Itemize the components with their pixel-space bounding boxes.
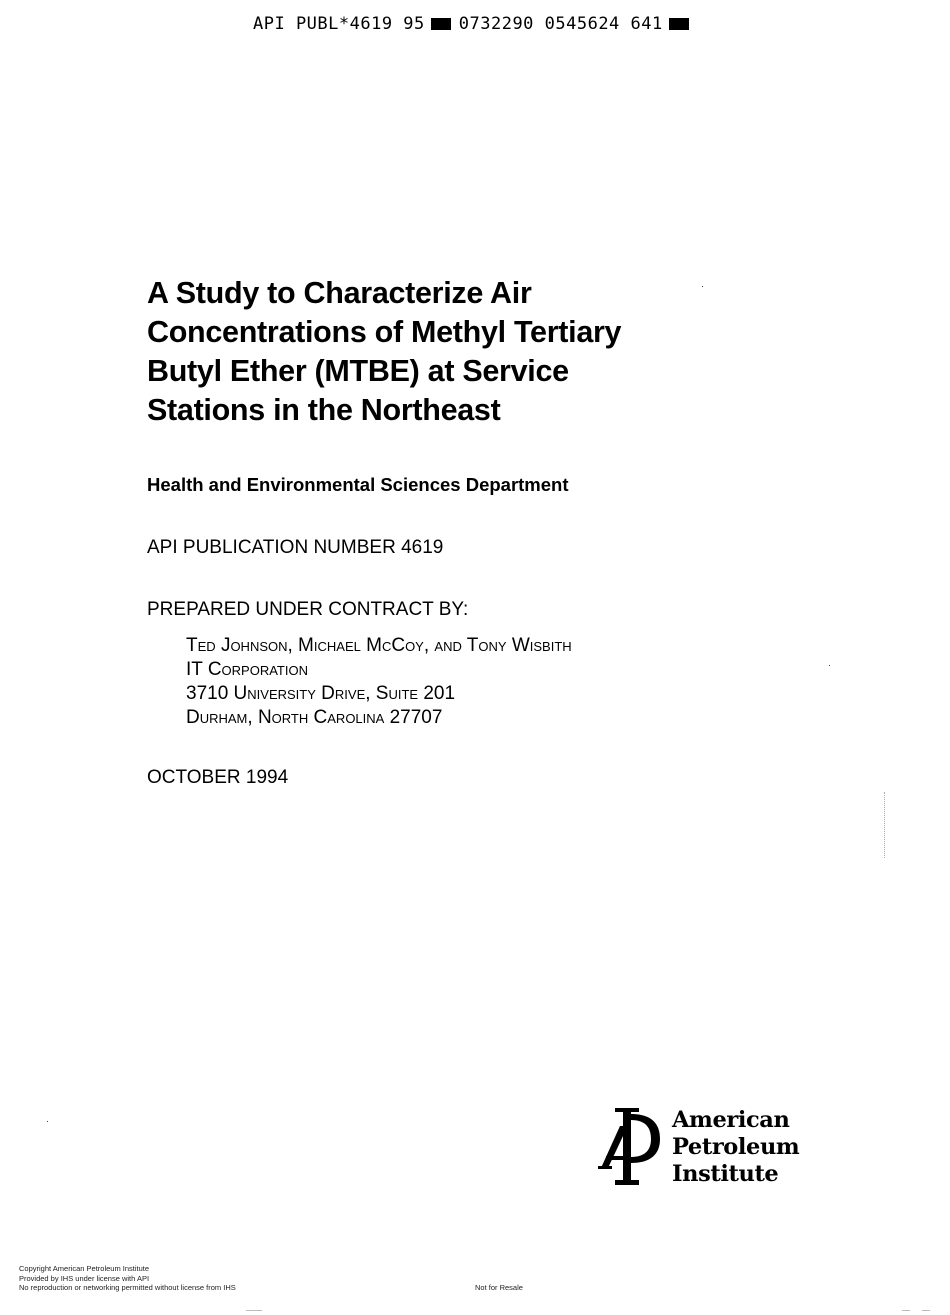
department-name: Health and Environmental Sciences Department — [147, 474, 569, 495]
publication-number: API PUBLICATION NUMBER 4619 — [147, 537, 444, 558]
contractor-company: IT Corporation — [186, 659, 308, 680]
title-line: Concentrations of Methyl Tertiary — [147, 315, 622, 349]
scan-speck — [702, 286, 703, 287]
not-for-resale-notice: Not for Resale — [475, 1283, 523, 1292]
contractor-authors: Ted Johnson, Michael McCoy, and Tony Wisbith — [186, 635, 572, 656]
scan-speck — [47, 1121, 48, 1122]
scan-edge-artifact — [246, 1310, 262, 1311]
logo-line: Petroleum — [672, 1134, 800, 1160]
contractor-address — [186, 634, 572, 730]
footer-line: Provided by IHS under license with API — [19, 1273, 150, 1283]
scan-edge-artifact — [884, 792, 886, 858]
scan-speck — [829, 665, 830, 666]
api-logo-icon — [598, 1106, 662, 1188]
header-code-part2: 0732290 0545624 641 — [458, 14, 663, 34]
title-line: Stations in the Northeast — [147, 393, 501, 427]
title-line: Butyl Ether (MTBE) at Service — [147, 354, 569, 388]
footer-line: Copyright American Petroleum Institute — [19, 1264, 150, 1273]
header-code-part1: API PUBL*4619 95 — [253, 14, 425, 34]
title-line: A Study to Characterize Air — [147, 276, 532, 310]
api-logo-text — [672, 1107, 799, 1188]
contractor-street: 3710 University Drive, Suite 201 — [186, 683, 456, 704]
logo-line: Institute — [672, 1161, 779, 1187]
logo-line: American — [672, 1107, 790, 1133]
document-header-code — [253, 14, 697, 34]
api-logo — [598, 1106, 798, 1188]
prepared-by-label: PREPARED UNDER CONTRACT BY: — [147, 599, 469, 620]
document-title — [147, 274, 707, 430]
barcode-block — [431, 18, 451, 30]
publication-date: OCTOBER 1994 — [147, 767, 289, 788]
copyright-footer — [19, 1264, 236, 1293]
contractor-city: Durham, North Carolina 27707 — [186, 707, 443, 728]
scan-edge-artifact — [902, 1310, 910, 1311]
footer-line: No reproduction or networking permitted without license from IHS — [19, 1283, 236, 1292]
scan-edge-artifact — [922, 1310, 930, 1311]
barcode-block — [669, 18, 689, 30]
